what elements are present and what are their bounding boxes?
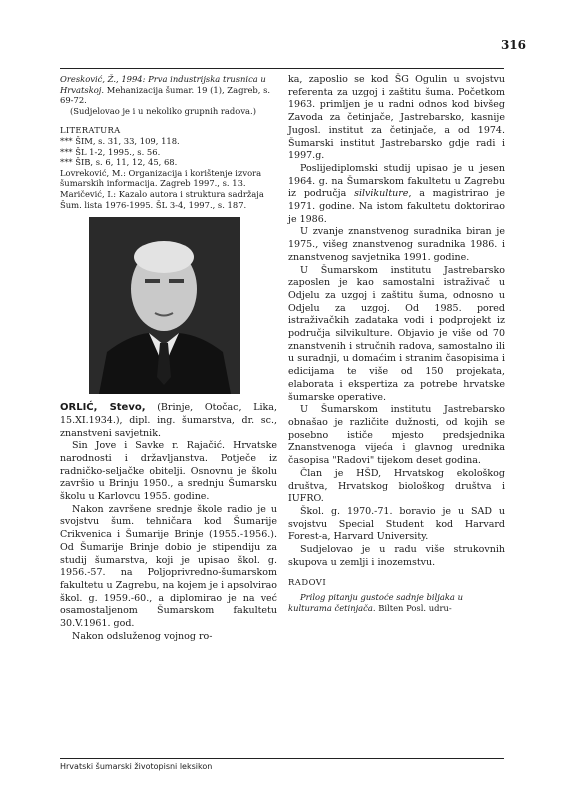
portrait-photo (89, 217, 240, 394)
paragraph: Član je HŠD, Hrvatskog ekološkog društva, Hrvatskog biološkog društva i IUFRO. (288, 467, 505, 505)
paragraph: Sin Jove i Savke r. Rajačić. Hrvatske narodnosti i državljanstva. Potječe iz radničko-seljačke obitelji. Osnovnu je školu završio u Brinju 1950., a srednju Šumarsku školu u Karlovcu 1955. godine. (60, 440, 277, 503)
text-run: Poslijediplomski studij upisao je u jesen 1964. g. na Šumarskom fakultetu u Zagrebu iz područja (288, 162, 505, 200)
reference-author: Oresković, Ž., 1994: (60, 74, 146, 84)
reference-title: Prva industrijska trusnica u Hrvatskoj. (60, 74, 266, 95)
right-column (288, 74, 505, 613)
text-italic: silvikulture (354, 188, 409, 200)
paragraph: Nakon završene srednje škole radio je u svojstvu šum. tehničara kod Šumarije Crikvenica i Šumarije Brinje (1955.-1956.). Od Šumarije Brinje dobio je stipendiju za studij šumarstva, koji je upisao škol. g. 1956.-57. na Poljoprivredno-šumarskom fakultetu u Zagrebu, na kojem je i apsolvirao škol. g. 1959.-60., a diplomirao je na već osamostaljenom Šumarskom fakultetu 30.V.1961. god. (60, 503, 277, 630)
paragraph-postgrad (288, 163, 505, 227)
paragraph: Sudjelovao je u radu više strukovnih skupova u zemlji i inozemstvu. (288, 544, 505, 568)
literatura-item: *** ŠL 1-2, 1995., s. 56. (60, 146, 161, 157)
footer-rule (60, 758, 504, 759)
paragraph: ka, zaposlio se kod ŠG Ogulin u svojstvu referenta za uzgoj i zaštitu šuma. Početkom 1963. primljen je u radni odnos kod bivšeg Zavoda za četinjače, Jastrebarsko, kasnije Jugosl. institut za četinjače, a od 1974. Šumarski institut Jastrebarsko gdje radi i 1997.g. (288, 74, 505, 162)
literatura-item: *** ŠIM, s. 31, 33, 109, 118. (60, 135, 180, 146)
reference-details: Mehanizacija šumar. 19 (1), Zagreb, s. 69-72. (60, 84, 271, 106)
text-run: , a magistrirao je 1971. godine. Na istom fakultetu doktorirao je 1986. (288, 188, 505, 225)
left-column (60, 74, 277, 643)
portrait-figure (89, 217, 240, 394)
entry-name: ORLIĆ, Stevo, (60, 402, 146, 414)
literatura-item: *** ŠIB, s. 6, 11, 12, 45, 68. (60, 157, 178, 168)
header-rule (60, 68, 504, 69)
paragraph: U zvanje znanstvenog suradnika biran je 1975., višeg znanstvenog suradnika 1986. i znanstvenog savjetnika 1991. godine. (288, 226, 505, 263)
paragraph: Škol. g. 1970.-71. boravio je u SAD u svojstvu Special Student kod Harvard Forest-a, Harvard University. (288, 505, 505, 543)
footer-title: Hrvatski šumarski životopisni leksikon (60, 762, 213, 771)
paragraph: Nakon odsluženog vojnog ro- (72, 630, 213, 642)
literatura-item: Maričević, I.: Kazalo autora i struktura sadržaja Šum. lista 1976-1995. ŠL 3-4, 1997., s. 187. (60, 188, 264, 210)
radovi-title: Prilog pitanju gustoće sadnje biljaka u kulturama četinjača. (288, 592, 463, 613)
reference-entry (60, 74, 277, 106)
paragraph: U Šumarskom institutu Jastrebarsko zaposlen je kao samostalni istraživač u Odjelu za uzgoj i zaštitu šuma, odnosno u Odjelu za uzgoj. Od 1985. pored istraživačkih zadataka vodi i podprojekt iz područja silvikulture. Objavio je više od 70 znanstvenih i stručnih radova, samostalno ili u suradnji, u domaćim i stranim časopisima i edicijama te više od 150 projekata, elaborata i ekspertiza za potrebe hrvatske šumarske operative. (288, 264, 505, 403)
entry-intro: (Brinje, Otočac, Lika, 15.XI.1934.), dipl. ing. šumarstva, dr. sc., znanstveni savjetnik. (60, 402, 277, 439)
literatura-item: Lovreković, M.: Organizacija i korištenje izvora šumarskih informacija. Zagreb 1997., s. 13. (60, 167, 262, 189)
literatura-heading: LITERATURA (60, 125, 121, 136)
paragraph: U Šumarskom institutu Jastrebarsko obnašao je različite dužnosti, od kojih se posebno ističe mjesto predsjednika Znanstvenoga vijeća i glavnog urednika časopisa "Radovi" tijekom deset godina. (288, 404, 505, 467)
page-number: 316 (500, 38, 526, 52)
radovi-heading: RADOVI (288, 577, 327, 588)
reference-note: (Sudjelovao je i u nekoliko grupnih radova.) (70, 105, 256, 116)
entry-heading (60, 402, 277, 440)
radovi-item (288, 592, 505, 613)
radovi-details: Bilten Posl. udru- (375, 602, 452, 613)
